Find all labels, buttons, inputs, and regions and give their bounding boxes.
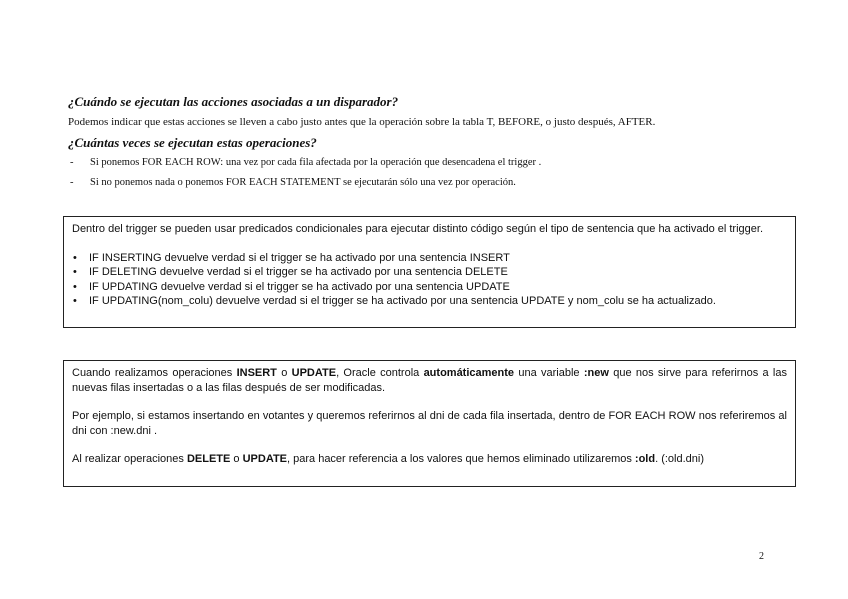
spacer <box>72 237 787 251</box>
paragraph-before-after: Podemos indicar que estas acciones se lleven a cabo justo antes que la operación sobre la tabla T, BEFORE, o justo después, AFTER. <box>68 116 656 128</box>
text-run: o <box>230 453 243 465</box>
keyword-insert: INSERT <box>236 367 277 379</box>
page-number: 2 <box>759 551 764 562</box>
dash-item-text: Si no ponemos nada o ponemos FOR EACH STATEMENT se ejecutarán sólo una vez por operación. <box>90 177 516 188</box>
list-item-text: IF UPDATING(nom_colu) devuelve verdad si el trigger se ha activado por una sentencia UPDATE y nom_colu se ha actualizado. <box>89 295 716 307</box>
dash-item-text: Si ponemos FOR EACH ROW: una vez por cada fila afectada por la operación que desencadena el trigger . <box>90 157 542 168</box>
list-item-text: IF DELETING devuelve verdad si el trigger se ha activado por una sentencia DELETE <box>89 266 508 278</box>
keyword-update: UPDATE <box>291 367 337 379</box>
bullet-icon: • <box>73 266 77 278</box>
dash-marker: - <box>70 157 74 168</box>
keyword-new: :new <box>583 367 609 379</box>
text-run: , Oracle controla <box>336 367 424 379</box>
list-item-text: IF INSERTING devuelve verdad si el trigger se ha activado por una sentencia INSERT <box>89 251 510 264</box>
dash-list-item <box>70 176 516 190</box>
keyword-update: UPDATE <box>242 453 288 465</box>
text-run: . (:old.dni) <box>655 453 705 465</box>
keyword-automatically: automáticamente <box>423 367 515 379</box>
heading-when-executed: ¿Cuándo se ejecutan las acciones asociadas a un disparador? <box>68 94 399 109</box>
spacer <box>72 438 787 452</box>
spacer <box>72 395 787 409</box>
list-item <box>72 251 787 266</box>
text-run: o <box>276 367 292 379</box>
dash-list-item <box>70 156 541 170</box>
text-run: Al realizar operaciones <box>72 453 187 465</box>
dash-marker: - <box>70 177 74 188</box>
box2-paragraph-new <box>72 366 787 395</box>
list-item <box>72 280 787 295</box>
box2-paragraph-old <box>72 452 787 467</box>
bullet-icon: • <box>73 295 77 307</box>
text-run: , para hacer referencia a los valores que hemos eliminado utilizaremos <box>287 453 635 465</box>
list-item <box>72 265 787 280</box>
text-run: una variable <box>514 367 584 379</box>
conditional-predicates-box <box>63 216 796 328</box>
box2-paragraph-example: Por ejemplo, si estamos insertando en votantes y queremos referirnos al dni de cada fila insertada, dentro de FOR EACH ROW nos referiremos al dni con :new.dni . <box>72 410 787 437</box>
new-old-variables-box <box>63 360 796 487</box>
bullet-icon: • <box>73 280 77 293</box>
bullet-icon: • <box>73 251 77 264</box>
predicates-list <box>72 251 787 309</box>
box1-intro: Dentro del trigger se pueden usar predicados condicionales para ejecutar distinto código según el tipo de sentencia que ha activado el trigger. <box>72 223 764 235</box>
list-item <box>72 294 787 309</box>
keyword-old: :old <box>634 453 656 465</box>
heading-how-many-times: ¿Cuántas veces se ejecutan estas operaciones? <box>68 135 317 150</box>
list-item-text: IF UPDATING devuelve verdad si el trigger se ha activado por una sentencia UPDATE <box>89 280 510 293</box>
text-run: que nos sirve para referirnos a las nuevas filas insertadas o a las filas después de ser modificadas. <box>72 367 787 394</box>
keyword-delete: DELETE <box>186 453 231 465</box>
text-run: Cuando realizamos operaciones <box>72 367 237 379</box>
